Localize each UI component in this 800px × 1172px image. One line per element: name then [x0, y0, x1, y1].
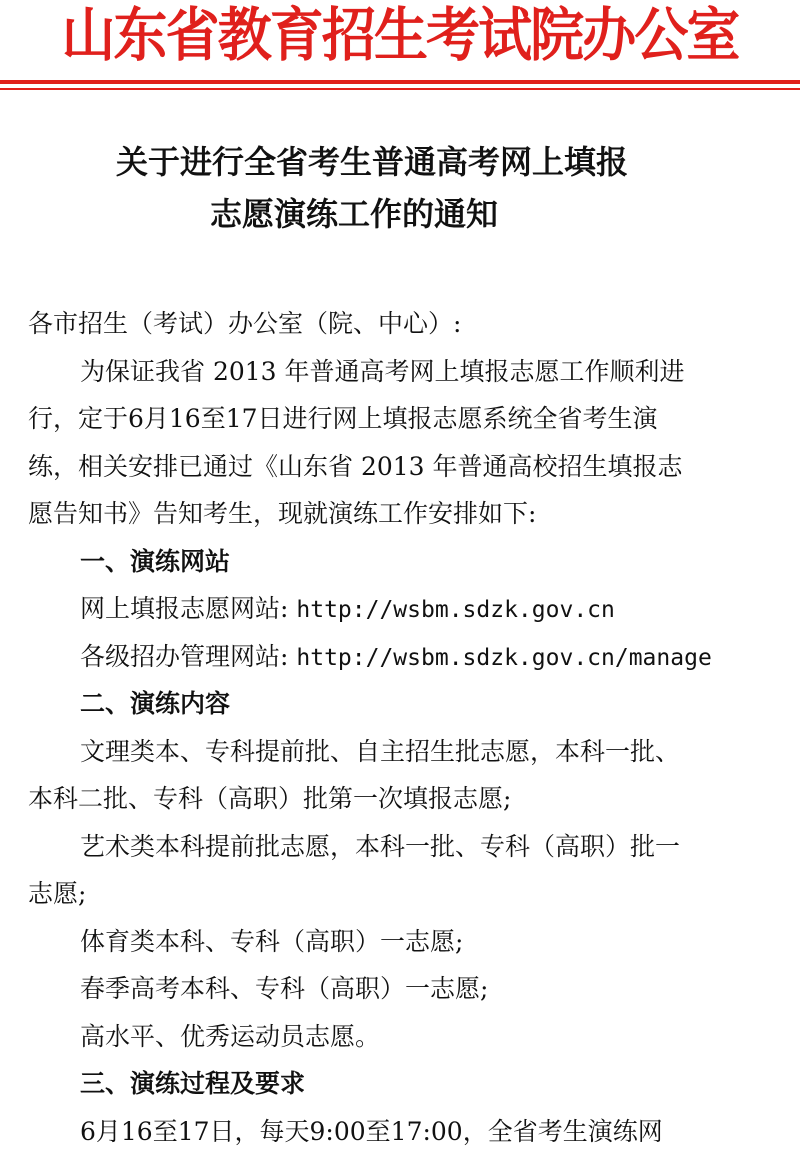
org-name: 山东省教育招生考试院办公室: [61, 1, 739, 69]
website-url: http://wsbm.sdzk.gov.cn: [296, 597, 615, 623]
letterhead-rule-thin: [0, 88, 800, 90]
website-line: [28, 633, 764, 681]
letterhead-rule-thick: [0, 80, 800, 84]
content-line: 艺术类本科提前批志愿，本科一批、专科（高职）批一: [80, 831, 681, 861]
intro-line: 愿告知书》告知考生，现就演练工作安排如下:: [28, 499, 537, 528]
content-line: 春季高考本科、专科（高职）一志愿;: [80, 974, 489, 1003]
document-body: [28, 300, 764, 1155]
website-url: http://wsbm.sdzk.gov.cn/manage: [296, 644, 712, 671]
content-line: 高水平、优秀运动员志愿。: [80, 1021, 381, 1051]
section-heading-process: 三、演练过程及要求: [80, 1069, 306, 1098]
content-line: 文理类本、专科提前批、自主招生批志愿，本科一批、: [80, 736, 681, 766]
section-heading-sites: 一、演练网站: [80, 546, 231, 576]
intro-line: 行，定于6月16至17日进行网上填报志愿系统全省考生演: [28, 404, 658, 433]
document-title-line-1: 关于进行全省考生普通高考网上填报: [116, 143, 629, 181]
intro-line: 练，相关安排已通过《山东省 2013 年普通高校招生填报志: [28, 451, 683, 481]
document-title-line-2: 志愿演练工作的通知: [210, 195, 499, 233]
content-line: 志愿;: [28, 879, 87, 908]
website-label: 各级招办管理网站:: [80, 641, 297, 671]
salutation: 各市招生（考试）办公室（院、中心）:: [28, 309, 462, 338]
section-heading-content: 二、演练内容: [80, 689, 231, 718]
content-line: 本科二批、专科（高职）批第一次填报志愿;: [28, 784, 512, 813]
intro-line: 为保证我省 2013 年普通高考网上填报志愿工作顺利进: [80, 356, 685, 386]
content-line: 体育类本科、专科（高职）一志愿;: [80, 926, 464, 956]
website-line: [28, 585, 764, 633]
website-label: 网上填报志愿网站:: [80, 594, 297, 623]
process-line: 6月16至17日，每天9:00至17:00，全省考生演练网: [80, 1116, 663, 1146]
letterhead: [0, 0, 800, 96]
